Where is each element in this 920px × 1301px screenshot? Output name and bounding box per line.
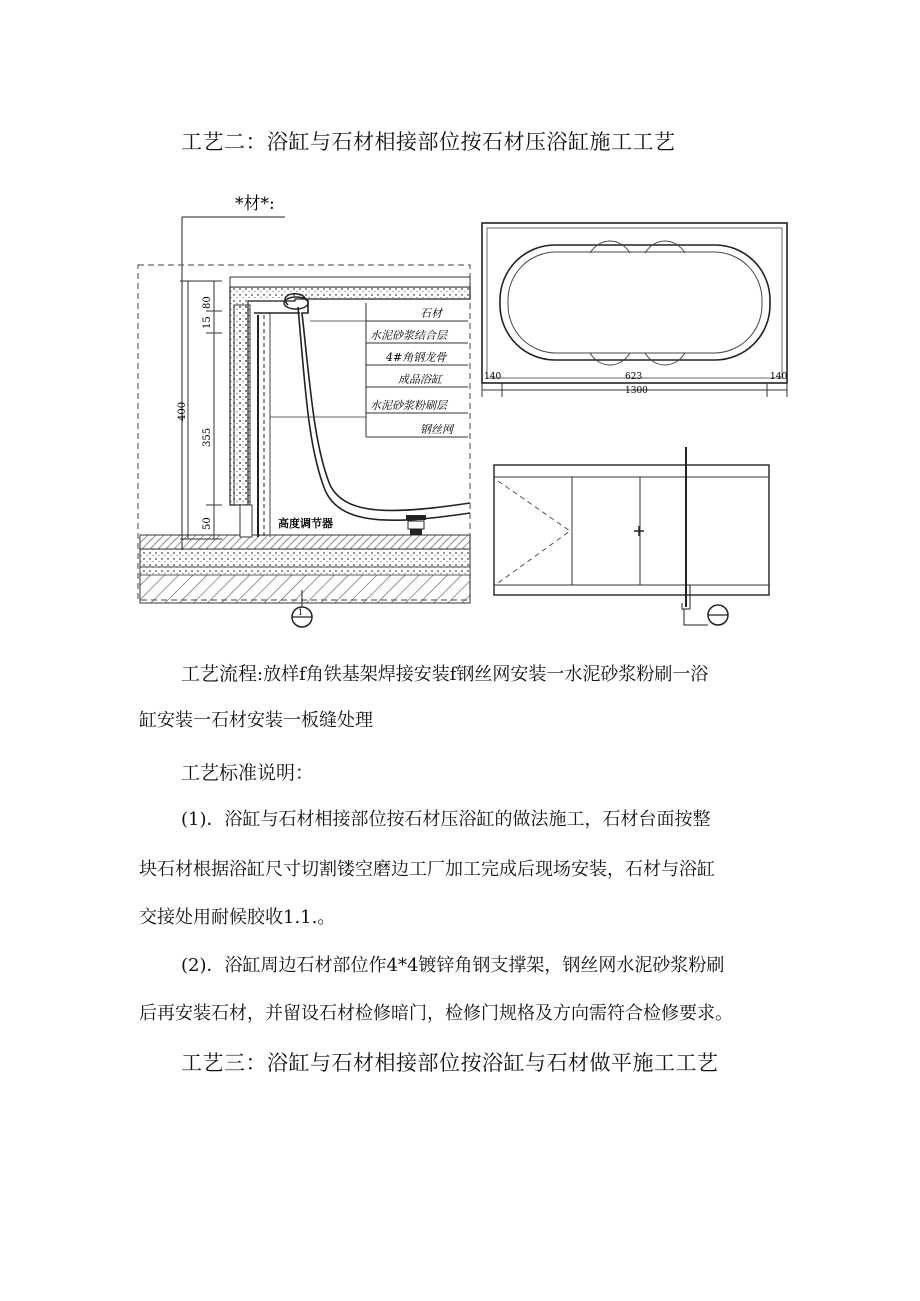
bathtub-plan-view	[482, 223, 787, 383]
figure-top-label: *材*:	[235, 194, 275, 214]
dim-355: 355	[202, 427, 213, 447]
section-mark-number: 1	[298, 608, 304, 617]
callout-bathtub: 成品浴缸	[398, 373, 442, 386]
callout-mortar-bond: 水泥砂浆结合层	[370, 329, 447, 342]
item1-line2: 块石材根据浴缸尺寸切割镂空磨边工厂加工完成后现场安装，石材与浴缸	[139, 859, 715, 880]
floor-finish-layer	[140, 535, 470, 549]
section-3-title: 工艺三：浴缸与石材相接部位按浴缸与石材做平施工工艺	[181, 1051, 719, 1075]
process-label: 工艺流程	[181, 663, 258, 685]
dim-15: 15	[202, 316, 213, 329]
callout-wire-mesh: 钢丝网	[420, 423, 453, 436]
item1-line3: 交接处用耐候胶收1.1.。	[139, 907, 336, 928]
process-text-line1: :放样f角铁基架焊接安装f钢丝网安装一水泥砂浆粉刷一浴	[257, 664, 709, 685]
plan-dim-middle: 623	[625, 372, 643, 382]
callout-plaster: 水泥砂浆粉刷层	[370, 399, 447, 412]
dim-80: 80	[202, 296, 213, 309]
callout-stone: 石材	[420, 307, 442, 320]
section-2-title: 工艺二：浴缸与石材相接部位按石材压浴缸施工工艺	[181, 130, 676, 154]
process-flow-line1	[181, 659, 708, 686]
process-text-line2: 缸安装一石材安装一板缝处理	[139, 710, 373, 731]
plan-dim-total: 1300	[625, 386, 648, 396]
item1-line1: (1)．浴缸与石材相接部位按石材压浴缸的做法施工，石材台面按整	[181, 809, 711, 830]
plan-dim-left: 140	[484, 372, 502, 382]
height-adjuster-label: 高度调节器	[278, 517, 333, 530]
frame-elevation-view	[494, 465, 769, 595]
dim-400: 400	[177, 401, 188, 421]
screed-layer	[140, 549, 470, 567]
plan-dim-right: 140	[770, 372, 788, 382]
item2-line2: 后再安装石材，并留设石材检修暗门，检修门规格及方向需符合检修要求。	[139, 1003, 733, 1024]
height-adjuster	[410, 529, 422, 535]
standard-title: 工艺标准说明：	[181, 762, 315, 784]
construction-drawing	[130, 185, 790, 635]
item2-line1: (2)．浴缸周边石材部位作4*4镀锌角钢支撑架，钢丝网水泥砂浆粉刷	[181, 955, 725, 976]
dim-50: 50	[202, 517, 213, 530]
callout-angle-steel: 4#角钢龙骨	[386, 351, 447, 364]
